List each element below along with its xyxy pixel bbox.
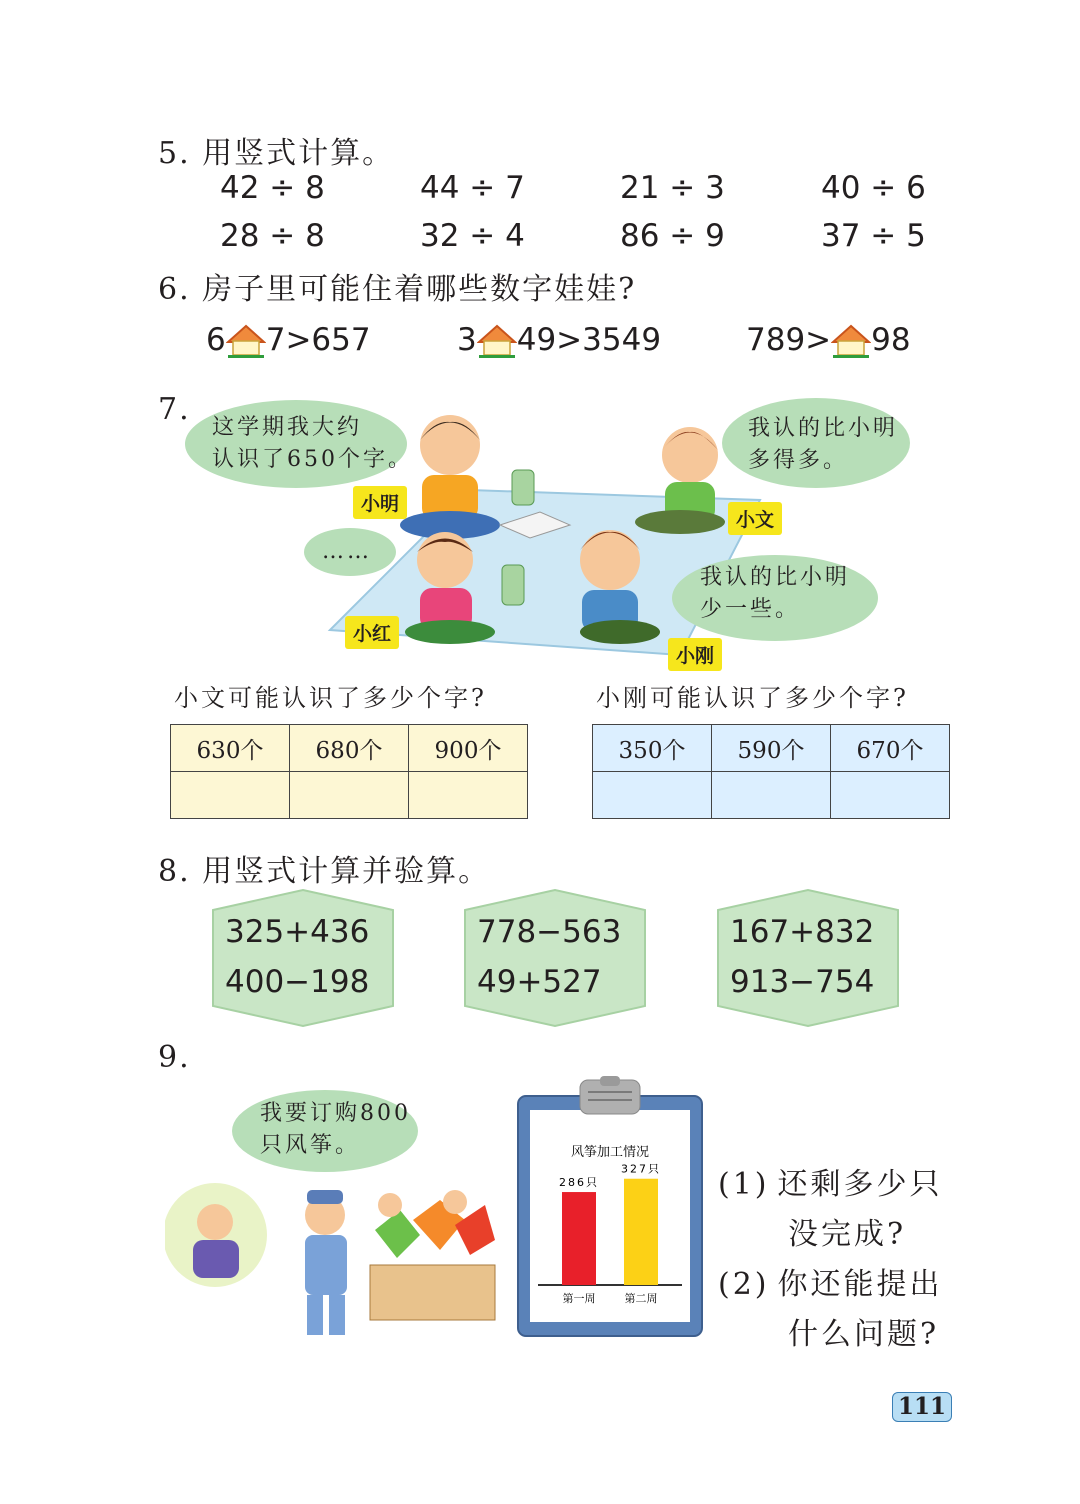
answer-cell[interactable] bbox=[290, 772, 409, 819]
q7-number: 7. bbox=[158, 392, 191, 427]
q5-item: 37 ÷ 5 bbox=[821, 218, 926, 254]
calc-line: 49+527 bbox=[477, 964, 602, 1000]
q9-q2-line2: 什么问题? bbox=[788, 1317, 940, 1352]
clipboard-paper bbox=[530, 1110, 690, 1322]
calc-line: 913−754 bbox=[730, 964, 875, 1000]
customer-bubble-text bbox=[260, 1098, 411, 1162]
page-number: 111 bbox=[892, 1392, 952, 1422]
name-tag-hong: 小红 bbox=[345, 616, 399, 649]
q5-item: 40 ÷ 6 bbox=[821, 170, 926, 206]
name-tag-gang: 小刚 bbox=[668, 638, 722, 671]
option-cell: 630个 bbox=[171, 725, 290, 772]
q9-question-2 bbox=[718, 1260, 943, 1310]
q5-item: 32 ÷ 4 bbox=[420, 218, 525, 254]
q6-expression-2 bbox=[457, 322, 661, 358]
option-cell: 900个 bbox=[409, 725, 528, 772]
option-cell: 670个 bbox=[831, 725, 950, 772]
calc-line: 167+832 bbox=[730, 914, 875, 950]
q9-q1-line1: 还剩多少只 bbox=[777, 1167, 943, 1202]
q9-q2-number: (2) bbox=[718, 1267, 770, 1302]
q9-q1-number: (1) bbox=[718, 1167, 770, 1202]
q6-ex3-before: 789> bbox=[746, 322, 832, 358]
answer-cell[interactable] bbox=[712, 772, 831, 819]
chart-category-label: 第一周 bbox=[562, 1292, 596, 1305]
hexagon-shape bbox=[205, 888, 401, 1028]
q6-ex1-before: 6 bbox=[206, 322, 226, 358]
question-gang: 小刚可能认识了多少个字? bbox=[596, 684, 909, 712]
calc-box bbox=[710, 888, 906, 1028]
hexagon-shape bbox=[457, 888, 653, 1028]
q5-item: 44 ÷ 7 bbox=[420, 170, 525, 206]
calc-line: 400−198 bbox=[225, 964, 370, 1000]
option-cell: 350个 bbox=[593, 725, 712, 772]
calc-box bbox=[457, 888, 653, 1028]
options-table-gang bbox=[592, 724, 950, 819]
option-cell: 590个 bbox=[712, 725, 831, 772]
options-table-wen bbox=[170, 724, 528, 819]
question-wen: 小文可能认识了多少个字? bbox=[174, 684, 487, 712]
q6-ex1-after: 7>657 bbox=[265, 322, 371, 358]
q5-item: 86 ÷ 9 bbox=[620, 218, 725, 254]
chart-category-label: 第二周 bbox=[624, 1292, 658, 1305]
q9-number: 9. bbox=[158, 1040, 191, 1075]
house-icon bbox=[831, 324, 871, 358]
bubble-ming-line1: 这学期我大约 bbox=[212, 415, 363, 440]
bubble-gang-line1: 我认的比小明 bbox=[700, 565, 851, 590]
kite-workshop-illustration bbox=[165, 1180, 500, 1340]
bubble-hong-text: …… bbox=[322, 539, 372, 564]
bubble-wen-text bbox=[748, 413, 898, 477]
q6-expression-1 bbox=[206, 322, 371, 358]
q9-q1-line2: 没完成? bbox=[788, 1217, 907, 1252]
q8-title: 8. 用竖式计算并验算。 bbox=[158, 854, 491, 889]
name-tag-ming: 小明 bbox=[353, 486, 407, 519]
calc-box bbox=[205, 888, 401, 1028]
bubble-wen-line1: 我认的比小明 bbox=[748, 416, 899, 441]
bubble-ming-line2: 认识了650个字。 bbox=[212, 447, 413, 472]
house-icon bbox=[226, 324, 266, 358]
q6-title: 6. 房子里可能住着哪些数字娃娃? bbox=[158, 272, 637, 307]
chart-title: 风筝加工情况 bbox=[570, 1145, 650, 1160]
chart-value-label: 327只 bbox=[621, 1162, 661, 1176]
kite-production-chart bbox=[516, 1076, 704, 1338]
q5-item: 21 ÷ 3 bbox=[620, 170, 725, 206]
answer-cell[interactable] bbox=[831, 772, 950, 819]
calc-line: 325+436 bbox=[225, 914, 370, 950]
answer-cell[interactable] bbox=[409, 772, 528, 819]
bubble-ming-text bbox=[212, 412, 413, 476]
chart-bar bbox=[562, 1192, 596, 1285]
q6-ex2-before: 3 bbox=[457, 322, 477, 358]
bubble-gang-line2: 少一些。 bbox=[700, 597, 801, 622]
customer-bubble-line1: 我要订购800 bbox=[260, 1101, 411, 1126]
q9-q2-line1: 你还能提出 bbox=[777, 1267, 943, 1302]
chart-value-label: 286只 bbox=[559, 1176, 599, 1190]
bubble-gang-text bbox=[700, 562, 850, 626]
hexagon-shape bbox=[710, 888, 906, 1028]
q9-question-1 bbox=[718, 1160, 943, 1210]
name-tag-wen: 小文 bbox=[728, 502, 782, 535]
q6-ex3-after: 98 bbox=[871, 322, 911, 358]
calc-line: 778−563 bbox=[477, 914, 622, 950]
q5-title: 5. 用竖式计算。 bbox=[158, 136, 395, 171]
q5-item: 42 ÷ 8 bbox=[220, 170, 325, 206]
q9-questions bbox=[718, 1160, 943, 1360]
house-icon bbox=[477, 324, 517, 358]
bubble-wen-line2: 多得多。 bbox=[748, 448, 849, 473]
option-cell: 680个 bbox=[290, 725, 409, 772]
chart-bar bbox=[624, 1179, 658, 1285]
answer-cell[interactable] bbox=[593, 772, 712, 819]
q6-ex2-after: 49>3549 bbox=[516, 322, 662, 358]
customer-bubble-line2: 只风筝。 bbox=[260, 1133, 361, 1158]
clipboard-clip-icon bbox=[580, 1076, 640, 1114]
q5-item: 28 ÷ 8 bbox=[220, 218, 325, 254]
answer-cell[interactable] bbox=[171, 772, 290, 819]
q6-expression-3 bbox=[746, 322, 911, 358]
